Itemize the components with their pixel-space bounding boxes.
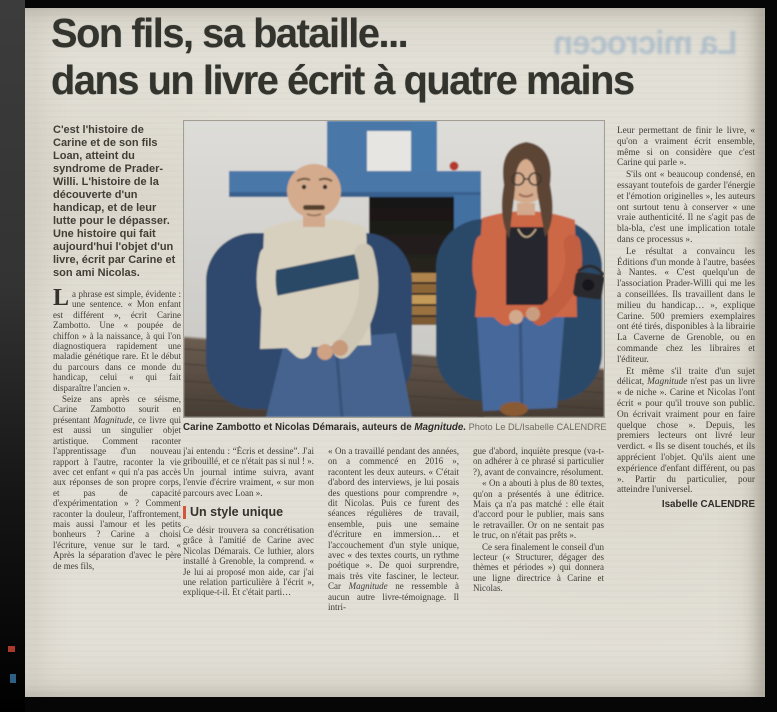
paragraph: Le résultat a convaincu les Éditions d'un monde à l'autre, basées à Nantes. « C'est quelqu'un de l'association Prader-Willi qui me les a conseillées. Ils travaillent dans le milieu du handicap… », explique Carine. 500 premiers exemplaires ont été tirés, disponibles à la librairie La Caverne de Grenoble, ou en commande chez les libraires et l'éditeur. xyxy=(617,246,755,365)
scan-left-black-margin xyxy=(0,0,25,712)
subhead-accent-bar xyxy=(183,506,186,519)
article-headline xyxy=(51,10,634,104)
caption-names: Carine Zambotto et Nicolas Démarais, auteurs de xyxy=(183,422,415,433)
paragraph: gue d'abord, inquiète presque (va-t-on adhérer à ce phrasé si particulier ?), avant de convaincre, résolument. xyxy=(473,446,604,477)
paragraph xyxy=(53,285,181,393)
registration-mark-blue xyxy=(10,674,16,683)
paragraph: j'ai entendu : “Écris et dessine”. J'ai gribouillé, et ce n'était pas si nul ! ». Un journal intime suivra, avant l'envie d'écrire vraiment, « sur mon parcours avec Loan ». xyxy=(183,446,314,498)
column-3 xyxy=(328,446,459,694)
article-lead: C'est l'histoire de Carine et de son fils Loan, atteint du syndrome de Prader-Willi. L'histoire de la découverte d'un handicap, et de leur lutte pour le dépasser. Une histoire qui fait aujourd'hui l'objet d'un livre, écrit par Carine et son ami Nicolas. xyxy=(53,124,176,279)
paragraph: « On a travaillé pendant des années, on a commencé en 2016 », racontent les deux auteurs. « C'était d'abord des interviews, je lui posais des questions pour comprendre », dit Nicolas. Puis ce furent des séances régulières de travail, ensemble, puis une semaine d'écriture en immersion… et l'accouchement d'un style unique, avec « des textes courts, un rythme poétique ». De quoi surprendre, mais très vite fasciner, le lecteur. Car Magnitude ne ressemble à aucun autre livre-témoignage. Il intri- xyxy=(328,446,459,613)
section-subhead xyxy=(183,506,314,519)
paragraph: Ce désir trouvera sa concrétisation grâce à l'amitié de Carine avec Nicolas Démarais. Ce luthier, alors installé à Grenoble, la comprend. « Je lui ai proposé mon aide, car j'ai une relation particulière à l'écrit », explique-t-il. Et c'était parti… xyxy=(183,525,314,598)
headline-line-2: dans un livre écrit à quatre mains xyxy=(51,57,634,103)
paragraph: Leur permettant de finir le livre, « qu'on a vraiment écrit ensemble, même si on considère que c'est Carine qui parle ». xyxy=(617,126,755,169)
paragraph: Et même s'il traite d'un sujet délicat, Magnitude n'est pas un livre « de niche ». Carine et Nicolas l'ont écrit « pour qu'il trouve son public. On écrivait vraiment pour en faire quelque chose ». Depuis, les premiers lecteurs ont livré leur verdict. « Ils se disent touchés, et ils apprécient l'objet. Qu'ils aient une expérience d'enfant différent, ou pas ». Partir du particulier, pour atteindre l'universel. xyxy=(617,366,755,496)
column-1 xyxy=(53,124,181,692)
photo-illustration xyxy=(184,121,604,417)
author-byline: Isabelle CALENDRE xyxy=(661,499,755,511)
column-5 xyxy=(617,126,755,694)
photo-caption xyxy=(183,421,609,434)
red-object-on-mantel xyxy=(450,162,459,171)
paragraph: Ce sera finalement le conseil d'un lecteur (« Structurer, dégager des thèmes et périodes ») qui donnera une ligne directrice à Carine et Nicolas. xyxy=(473,541,604,594)
paragraph: S'ils ont « beaucoup condensé, en essayant toutefois de garder l'énergie et l'émotion originelles », les auteurs ont surtout tenu à conserver « une vraie authenticité. Il ne s'agit pas de bla-bla, c'est une implication totale dans ce processus ». xyxy=(617,170,755,245)
paragraph: « On a abouti à plus de 80 textes, qu'on a présentés à une éditrice. Mais ça n'a pas matché : elle était d'accord pour le publier, mais sans le retravailler. Or on ne sentait pas le truc, on n'était pas prêts ». xyxy=(473,478,604,541)
drop-cap: L xyxy=(53,285,70,311)
registration-mark-red xyxy=(8,646,15,652)
ink-bleed-headline: La microcen xyxy=(553,24,737,61)
paragraph-text: a phrase est simple, évidente : une sentence. « Mon enfant est différent », écrit Carine Zambotto. Une « poupée de chiffon » à la naissance, à qui l'on diagnostiquera rapidement une maladie génétique rare. Et le début du parcours dans ce monde du handicap, celui « qui fait disparaître l'ancien ». xyxy=(53,289,181,393)
caption-credit: Photo Le DL/Isabelle CALENDRE xyxy=(466,422,607,432)
article-photo xyxy=(183,120,605,418)
headline-line-1: Son fils, sa bataille... xyxy=(51,10,408,56)
column-4 xyxy=(473,446,604,694)
subhead-label: Un style unique xyxy=(190,505,284,520)
newspaper-page xyxy=(25,8,765,697)
caption-book-title: Magnitude. xyxy=(414,422,467,433)
paragraph: Seize ans après ce séisme, Carine Zambotto sourit en présentant Magnitude, ce livre qui est aussi un singulier objet artistique. Comment raconter l'apprentissage d'un nouveau rapport à l'autre, raconter la vie avec cet enfant « qui n'a pas accès aux réponses de son propre corps, et pas de capacité d'expérimentation » ? Comment raconter la douleur, l'affrontement, mais aussi l'amour et les petits bonheurs ? Carine a choisi l'écriture, venue sur le tard. « Après la séparation d'avec le père de mes fils, xyxy=(53,394,181,571)
column-2 xyxy=(183,446,314,694)
